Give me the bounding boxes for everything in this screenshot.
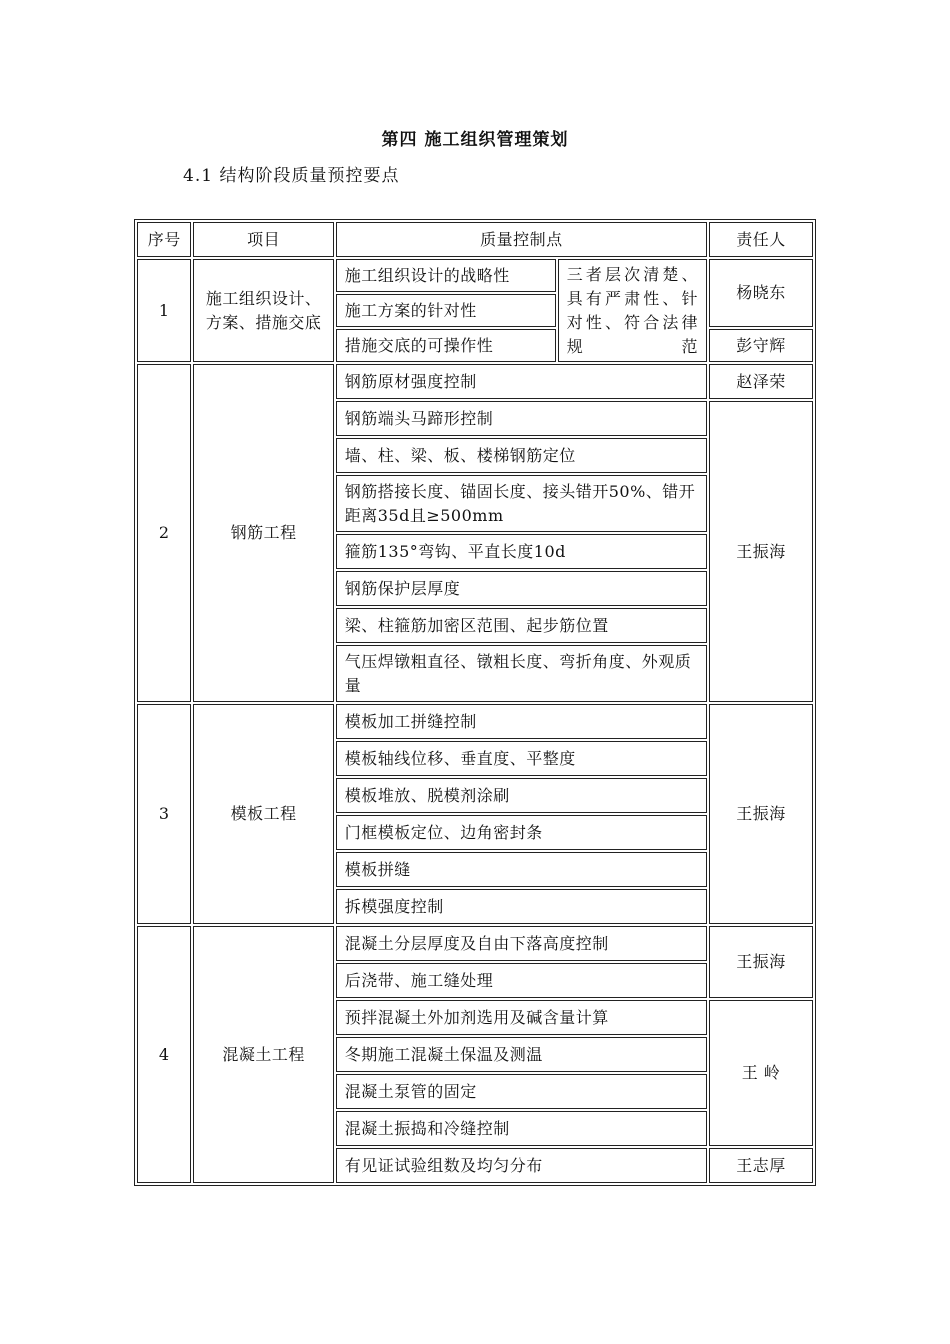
control-point: 梁、柱箍筋加密区范围、起步筋位置 <box>336 608 707 643</box>
control-point: 预拌混凝土外加剂选用及碱含量计算 <box>336 1000 707 1035</box>
control-point: 混凝土泵管的固定 <box>336 1074 707 1109</box>
table-row <box>137 704 813 739</box>
responsible-person: 王志厚 <box>709 1148 813 1183</box>
section-heading: 4.1 结构阶段质量预控要点 <box>183 166 400 186</box>
control-point: 钢筋端头马蹄形控制 <box>336 401 707 436</box>
control-point: 后浇带、施工缝处理 <box>336 963 707 998</box>
header-cell-person: 责任人 <box>709 222 813 257</box>
table-header-row <box>137 222 813 257</box>
table-row <box>137 259 813 292</box>
control-point: 墙、柱、梁、板、楼梯钢筋定位 <box>336 438 707 473</box>
control-point: 混凝土分层厚度及自由下落高度控制 <box>336 926 707 961</box>
control-point: 钢筋搭接长度、锚固长度、接头错开50%、错开距离35d且≥500mm <box>336 475 707 532</box>
control-point: 模板拼缝 <box>336 852 707 887</box>
row-number: 1 <box>137 259 191 362</box>
header-cell-item: 项目 <box>193 222 333 257</box>
responsible-person: 王 岭 <box>709 1000 813 1146</box>
control-point: 模板堆放、脱模剂涂刷 <box>336 778 707 813</box>
responsible-person: 杨晓东 <box>709 259 813 327</box>
row-number: 3 <box>137 704 191 924</box>
responsible-person: 彭守辉 <box>709 329 813 362</box>
responsible-person: 王振海 <box>709 926 813 998</box>
control-point-remark: 三者层次清楚、具有严肃性、针对性、符合法律规范 <box>558 259 707 362</box>
control-point: 钢筋原材强度控制 <box>336 364 707 399</box>
control-point: 钢筋保护层厚度 <box>336 571 707 606</box>
table-row <box>137 926 813 961</box>
control-point: 施工组织设计的战略性 <box>336 259 556 292</box>
control-point: 施工方案的针对性 <box>336 294 556 327</box>
project-name: 施工组织设计、方案、措施交底 <box>193 259 333 362</box>
header-cell-no: 序号 <box>137 222 191 257</box>
responsible-person: 赵泽荣 <box>709 364 813 399</box>
responsible-person: 王振海 <box>709 401 813 702</box>
control-point: 气压焊镦粗直径、镦粗长度、弯折角度、外观质量 <box>336 645 707 702</box>
control-point: 箍筋135°弯钩、平直长度10d <box>336 534 707 569</box>
control-point: 混凝土振捣和冷缝控制 <box>336 1111 707 1146</box>
control-point: 有见证试验组数及均匀分布 <box>336 1148 707 1183</box>
project-name: 模板工程 <box>193 704 333 924</box>
control-point: 门框模板定位、边角密封条 <box>336 815 707 850</box>
control-point: 冬期施工混凝土保温及测温 <box>336 1037 707 1072</box>
project-name: 钢筋工程 <box>193 364 333 702</box>
page-title: 第四 施工组织管理策划 <box>381 130 569 150</box>
project-name: 混凝土工程 <box>193 926 333 1183</box>
quality-control-table <box>134 219 816 1186</box>
control-point: 拆模强度控制 <box>336 889 707 924</box>
control-point: 模板加工拼缝控制 <box>336 704 707 739</box>
control-point: 模板轴线位移、垂直度、平整度 <box>336 741 707 776</box>
control-point: 措施交底的可操作性 <box>336 329 556 362</box>
row-number: 2 <box>137 364 191 702</box>
row-number: 4 <box>137 926 191 1183</box>
responsible-person: 王振海 <box>709 704 813 924</box>
table-row <box>137 364 813 399</box>
header-cell-control-point: 质量控制点 <box>336 222 707 257</box>
